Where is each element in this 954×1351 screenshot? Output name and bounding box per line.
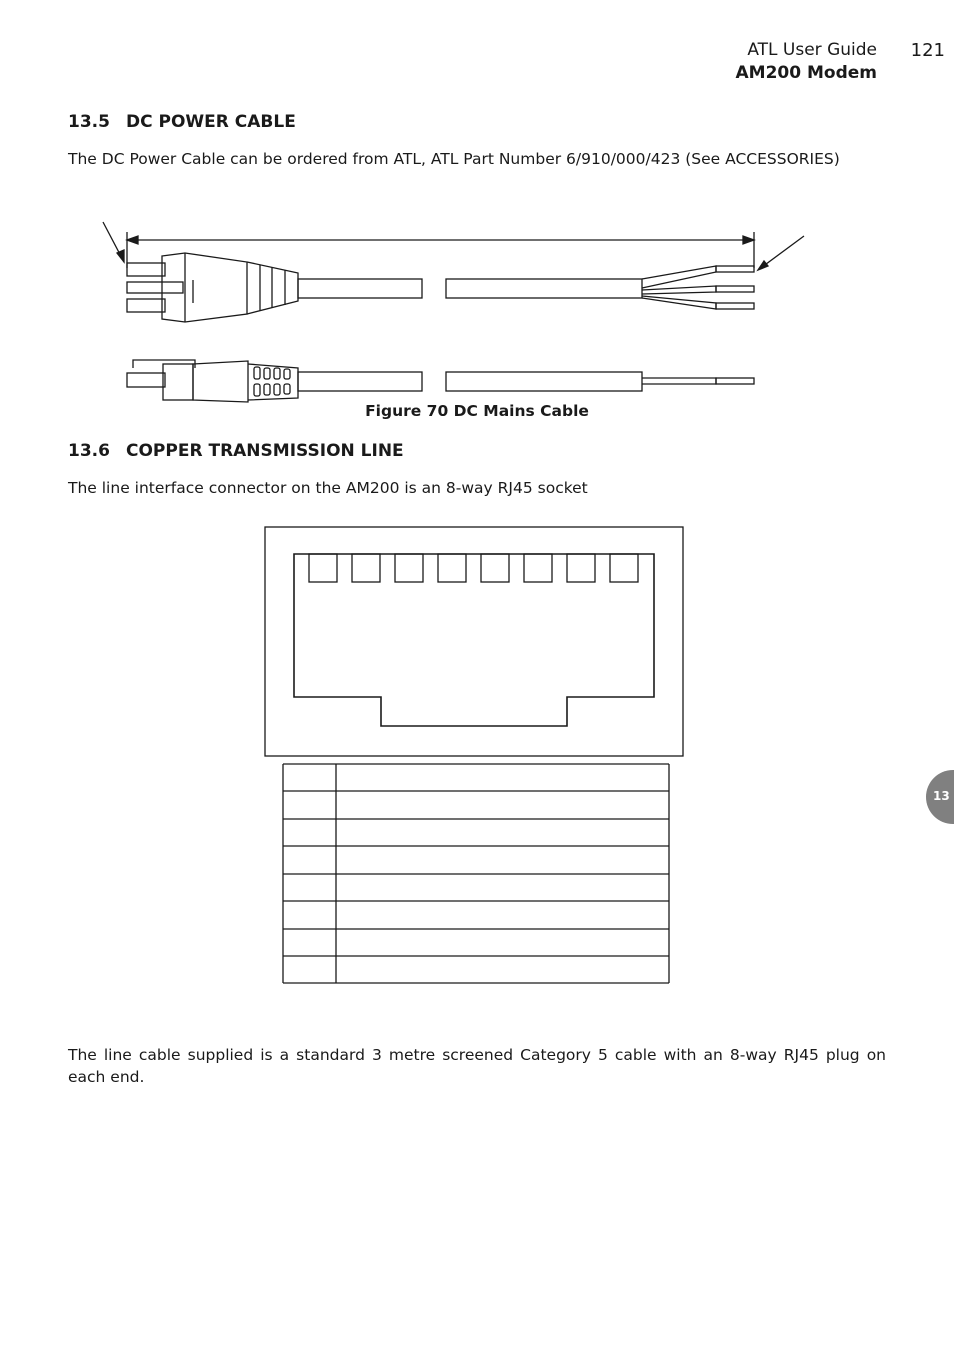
running-header-model: AM200 Modem [735,63,877,83]
figure-caption: Figure 70 DC Mains Cable [365,402,589,420]
section-title: DC POWER CABLE [126,112,296,132]
closing-paragraph: The line cable supplied is a standard 3 metre screened Category 5 cable with an 8-way RJ45 plug on each end. [68,1046,886,1086]
dc-power-paragraph: The DC Power Cable can be ordered from ATL, ATL Part Number 6/910/000/423 (See ACCESSORIES) [68,150,840,168]
section-title: COPPER TRANSMISSION LINE [126,441,404,461]
rj45-socket-figure [265,527,683,756]
section-heading-copper [68,441,404,461]
page-number: 121 [910,40,945,61]
copper-paragraph: The line interface connector on the AM200 is an 8-way RJ45 socket [68,479,588,497]
running-header-guide: ATL User Guide [747,40,877,60]
section-number: 13.5 [68,112,110,132]
pin-table [283,764,669,983]
dc-cable-figure [103,222,804,402]
chapter-tab-label: 13 [933,789,950,803]
section-number: 13.6 [68,441,110,461]
